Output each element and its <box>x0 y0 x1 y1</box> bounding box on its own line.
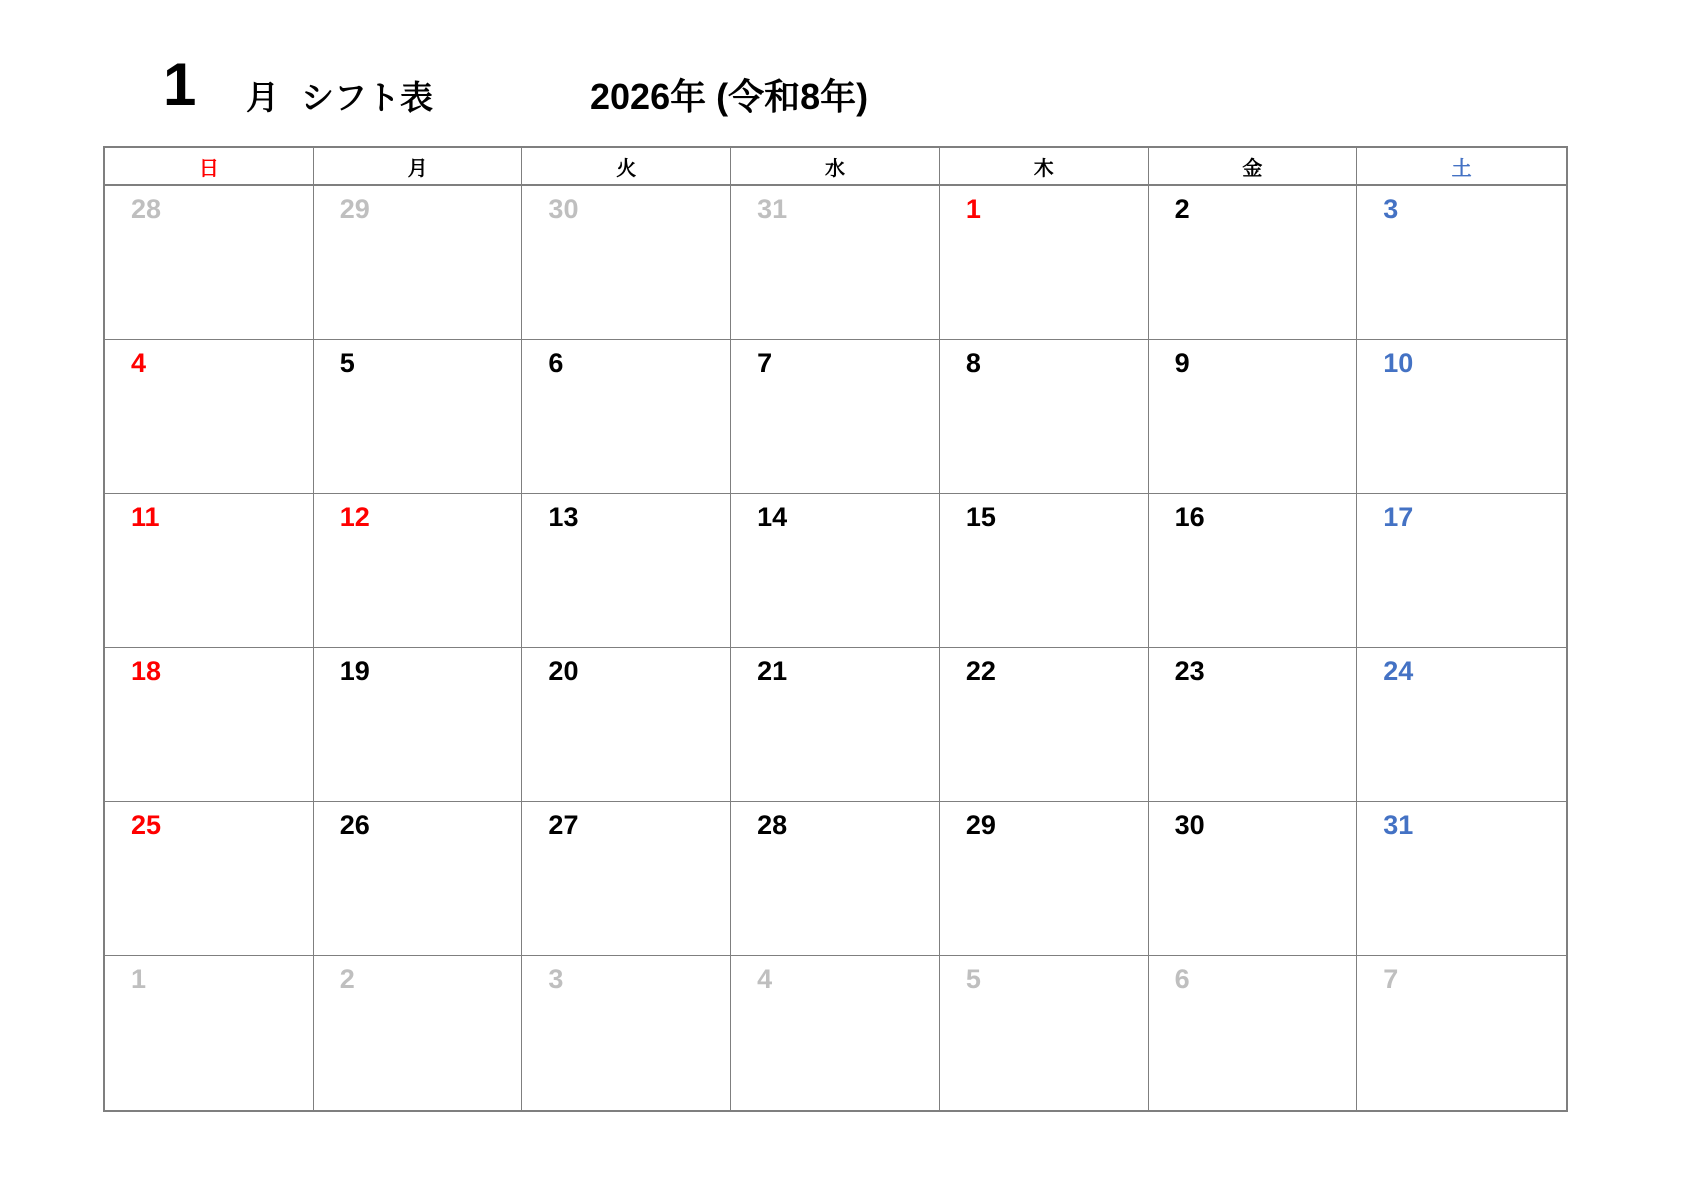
day-cell[interactable]: 18 <box>105 648 314 802</box>
day-cell[interactable]: 6 <box>522 340 731 494</box>
day-cell[interactable]: 20 <box>522 648 731 802</box>
day-cell[interactable]: 1 <box>940 186 1149 340</box>
day-cell[interactable]: 26 <box>314 802 523 956</box>
month-number: 1 <box>163 51 196 118</box>
day-cell[interactable]: 22 <box>940 648 1149 802</box>
day-cell[interactable]: 2 <box>1149 186 1358 340</box>
day-cell[interactable]: 15 <box>940 494 1149 648</box>
weekday-header-sun: 日 <box>105 148 314 186</box>
weekday-header-fri: 金 <box>1149 148 1358 186</box>
day-cell[interactable]: 23 <box>1149 648 1358 802</box>
shift-table-title: シフト表 <box>301 79 433 116</box>
day-cell[interactable]: 16 <box>1149 494 1358 648</box>
day-cell[interactable]: 21 <box>731 648 940 802</box>
day-cell[interactable]: 8 <box>940 340 1149 494</box>
day-cell[interactable]: 25 <box>105 802 314 956</box>
day-cell[interactable]: 30 <box>1149 802 1358 956</box>
month-unit-label: 月 <box>246 79 279 116</box>
day-cell[interactable]: 13 <box>522 494 731 648</box>
day-cell[interactable]: 2 <box>314 956 523 1110</box>
day-cell[interactable]: 19 <box>314 648 523 802</box>
weekday-header-wed: 水 <box>731 148 940 186</box>
day-cell[interactable]: 27 <box>522 802 731 956</box>
day-cell[interactable]: 30 <box>522 186 731 340</box>
day-cell[interactable]: 28 <box>105 186 314 340</box>
calendar-table <box>103 146 1568 1112</box>
day-cell[interactable]: 11 <box>105 494 314 648</box>
day-cell[interactable]: 17 <box>1357 494 1566 648</box>
day-cell[interactable]: 7 <box>1383 964 1399 994</box>
day-cell[interactable]: 5 <box>940 956 1149 1110</box>
day-cell[interactable]: 12 <box>314 494 523 648</box>
weekday-header-mon: 月 <box>314 148 523 186</box>
day-cell[interactable]: 10 <box>1357 340 1566 494</box>
day-cell[interactable]: 9 <box>1149 340 1358 494</box>
year-label: 2026年 (令和8年) <box>590 76 869 117</box>
weekday-header-thu: 木 <box>940 148 1149 186</box>
day-cell[interactable]: 7 <box>731 340 940 494</box>
weekday-header-tue: 火 <box>522 148 731 186</box>
day-cell[interactable]: 24 <box>1357 648 1566 802</box>
day-cell[interactable]: 4 <box>105 340 314 494</box>
day-cell[interactable]: 31 <box>731 186 940 340</box>
day-cell[interactable]: 28 <box>731 802 940 956</box>
day-cell[interactable]: 5 <box>314 340 523 494</box>
day-cell[interactable]: 3 <box>1357 186 1566 340</box>
weekday-header-sat: 土 <box>1357 148 1566 186</box>
day-cell[interactable]: 14 <box>731 494 940 648</box>
day-cell[interactable]: 1 <box>105 956 314 1110</box>
day-cell[interactable]: 6 <box>1149 956 1358 1110</box>
day-cell[interactable]: 31 <box>1357 802 1566 956</box>
day-cell[interactable]: 3 <box>522 956 731 1110</box>
day-cell[interactable]: 29 <box>314 186 523 340</box>
day-cell[interactable]: 4 <box>731 956 940 1110</box>
day-cell[interactable]: 29 <box>940 802 1149 956</box>
